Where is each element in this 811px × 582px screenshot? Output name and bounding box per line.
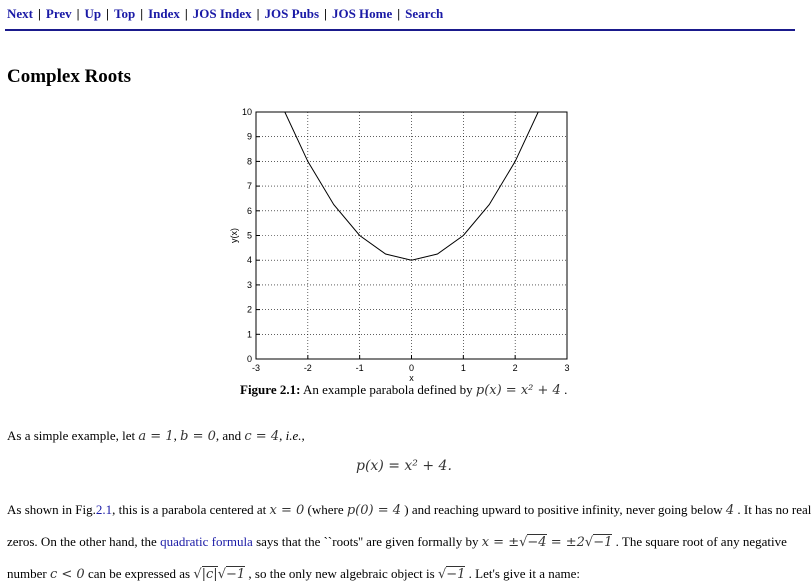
- x-tick-label: 0: [408, 363, 415, 373]
- text: , and: [215, 428, 242, 443]
- y-tick-label: 9: [246, 131, 252, 142]
- x-tick-label: 2: [512, 363, 518, 373]
- text: As shown in Fig.: [7, 502, 96, 517]
- text: (where: [307, 502, 344, 517]
- nav-separator: |: [324, 6, 327, 21]
- math: x = 0: [269, 503, 305, 518]
- text: , this is a parabola centered at: [112, 502, 267, 517]
- page-title: Complex Roots: [7, 66, 132, 87]
- y-tick-label: 8: [246, 156, 252, 167]
- figure-caption: [240, 382, 567, 398]
- text: . Let's give it a name:: [468, 566, 581, 581]
- x-tick-label: -3: [251, 363, 261, 373]
- math-part: −4: [527, 535, 547, 550]
- y-tick-label: 6: [246, 205, 252, 216]
- text: ,: [279, 428, 283, 443]
- parabola-chart: [220, 104, 580, 382]
- paragraph-2: [7, 502, 811, 518]
- text: . The square root of any negative: [615, 534, 787, 549]
- nav-separator: |: [38, 6, 41, 21]
- nav-separator: |: [106, 6, 109, 21]
- nav-index-link[interactable]: Index: [148, 6, 180, 21]
- figure-ref-link[interactable]: 2.1: [95, 502, 113, 517]
- y-axis-label: y(x): [229, 228, 239, 243]
- caption-text: An example parabola defined by: [302, 382, 473, 397]
- nav-separator: |: [397, 6, 401, 21]
- nav-jos-home-link[interactable]: JOS Home: [331, 6, 393, 21]
- text: . It has no real: [737, 502, 811, 517]
- nav-jos-pubs-link[interactable]: JOS Pubs: [264, 6, 320, 21]
- math: 4: [725, 503, 735, 518]
- paragraph-1: [7, 428, 305, 444]
- text: ,: [173, 428, 177, 443]
- y-tick-label: 4: [246, 255, 252, 266]
- nav-jos-index-link[interactable]: JOS Index: [192, 6, 252, 21]
- paragraph-3: [7, 534, 787, 550]
- x-axis-label: x: [409, 373, 414, 383]
- quadratic-formula-link[interactable]: quadratic formula: [160, 534, 253, 549]
- y-tick-label: 1: [246, 329, 252, 340]
- x-tick-label: 3: [564, 363, 570, 373]
- y-tick-label: 2: [246, 304, 252, 315]
- text: zeros. On the other hand, the: [7, 534, 157, 549]
- figure-label: Figure 2.1:: [240, 382, 301, 397]
- math: p(0) = 4: [346, 503, 402, 518]
- nav-prev-link[interactable]: Prev: [45, 6, 72, 21]
- math: √|c|√−1: [193, 567, 246, 582]
- nav-top-link[interactable]: Top: [114, 6, 136, 21]
- nav-next-link[interactable]: Next: [7, 6, 33, 21]
- y-tick-label: 3: [246, 279, 252, 290]
- text: number: [7, 566, 47, 581]
- nav-separator: |: [184, 6, 188, 21]
- caption-math: p(x) = x² + 4: [475, 383, 561, 398]
- top-nav: [7, 6, 443, 22]
- text: As a simple example, let: [7, 428, 136, 443]
- math-a: a = 1: [138, 429, 174, 444]
- ie-text: i.e.,: [285, 428, 305, 443]
- nav-separator: |: [76, 6, 80, 21]
- nav-up-link[interactable]: Up: [84, 6, 102, 21]
- text: , so the only new algebraic object is: [248, 566, 435, 581]
- math-part: x = ±: [481, 535, 520, 550]
- math: c < 0: [49, 567, 85, 582]
- x-tick-label: -1: [355, 363, 364, 373]
- paragraph-4: [7, 566, 580, 582]
- math-part: = ±2: [550, 535, 585, 550]
- nav-divider: [5, 29, 795, 31]
- math: √−1: [437, 567, 466, 582]
- math-part: −1: [446, 567, 466, 582]
- display-equation: p(x) = x² + 4.: [356, 458, 452, 474]
- text: can be expressed as: [87, 566, 191, 581]
- math: x = ±√−4 = ±2√−1: [481, 535, 613, 550]
- y-tick-label: 10: [241, 107, 252, 117]
- y-tick-label: 7: [246, 181, 252, 192]
- nav-separator: |: [256, 6, 260, 21]
- y-tick-label: 5: [246, 230, 252, 241]
- math-c: c = 4: [244, 429, 280, 444]
- x-tick-label: -2: [303, 363, 312, 373]
- y-tick-label: 0: [246, 354, 252, 364]
- nav-search-link[interactable]: Search: [405, 6, 444, 21]
- nav-separator: |: [140, 6, 144, 21]
- text: says that the ``roots'' are given formally by: [256, 534, 479, 549]
- caption-end: .: [564, 382, 568, 397]
- math-part: −1: [225, 567, 246, 582]
- math-part: −1: [593, 535, 613, 550]
- text: ) and reaching upward to positive infinity, never going below: [404, 502, 723, 517]
- x-tick-label: 1: [460, 363, 466, 373]
- math-part: |c|: [201, 567, 218, 582]
- math-b: b = 0: [180, 429, 216, 444]
